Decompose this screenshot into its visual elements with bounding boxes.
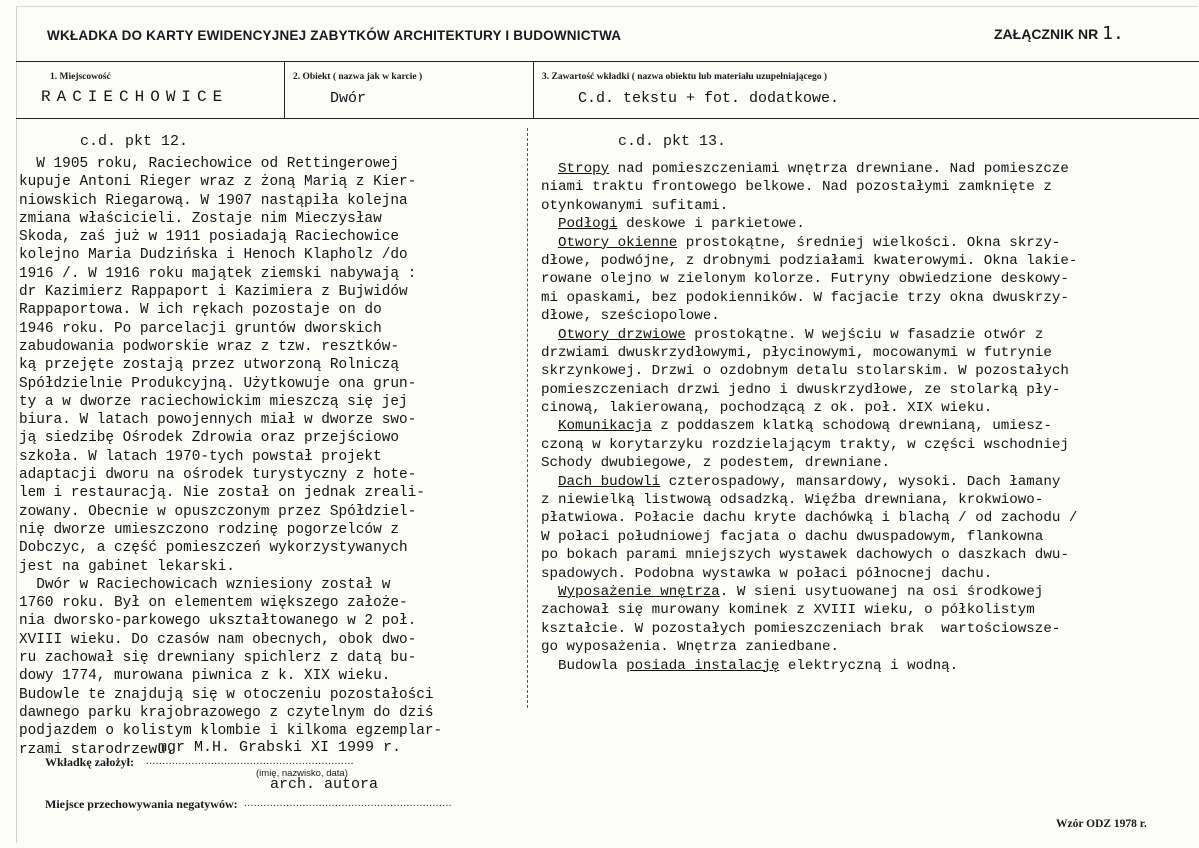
line-text: deskowe i parkietowe. xyxy=(617,216,805,233)
attachment-number xyxy=(994,23,1124,44)
right-text-line xyxy=(541,197,1077,215)
right-section-heading: c.d. pkt 13. xyxy=(618,133,727,150)
underlined-subheading: posiada instalację xyxy=(626,657,780,674)
line-text: Schody dwubiegowe, z podestem, drewniane. xyxy=(541,455,891,472)
line-text: dłowe, podwójne, z drobnymi podziałami kwaterowymi. Okna lakie- xyxy=(541,252,1078,269)
line-text: . W sieni usytuowanej na osi środkowej xyxy=(719,583,1044,600)
locality-value: RACIECHOWICE xyxy=(41,88,229,106)
right-text-line xyxy=(541,160,1077,178)
right-text-line xyxy=(541,583,1077,601)
line-text: prostokątne, średniej wielkości. Okna skrzy- xyxy=(677,234,1061,251)
left-text-line: Budowle te znajdują się w otoczeniu pozostałości xyxy=(19,686,434,703)
underlined-subheading: Stropy xyxy=(558,161,610,177)
right-text-line xyxy=(541,436,1077,454)
underlined-subheading: Komunikacja xyxy=(558,418,652,435)
right-text-line xyxy=(541,399,1077,417)
left-text-line: dowy 1774, murowana piwnica z k. XIX wieku. xyxy=(19,668,391,685)
left-text-line: zowany. Obecnie w opuszczonym przez Spółdziel- xyxy=(19,503,417,520)
right-text-line xyxy=(541,657,1077,675)
left-section-heading: c.d. pkt 12. xyxy=(80,133,189,150)
line-text: drzwiami dwuskrzydłowymi, płycinowymi, mocowanymi w futrynie xyxy=(541,344,1052,361)
line-indent xyxy=(541,235,558,251)
left-text-column xyxy=(19,155,442,759)
contents-value: C.d. tekstu + fot. dodatkowe. xyxy=(578,90,840,107)
founder-note: (imię, nazwisko, data) xyxy=(256,768,348,779)
right-text-line xyxy=(541,307,1077,325)
left-text-line: rzami starodrzewu. xyxy=(19,741,175,758)
left-text-line: lem i restauracją. Nie został on jednak zreali- xyxy=(19,485,425,502)
line-indent xyxy=(541,474,558,490)
left-text-line: biura. W latach powojennych miał w dworze swo- xyxy=(19,412,417,429)
line-indent xyxy=(541,327,558,343)
right-text-line xyxy=(541,215,1077,233)
left-text-line: nia dworsko-parkowego ukształtowanego w 2 poł. xyxy=(19,613,417,630)
line-text: go wyposażenia. Wnętrza zaniedbane. xyxy=(541,639,839,656)
left-text-line: W 1905 roku, Raciechowice od Rettingerowej xyxy=(19,156,399,172)
line-text: otynkowanymi sufitami. xyxy=(541,197,729,214)
line-text: elektryczną i wodną. xyxy=(779,657,959,674)
right-text-line xyxy=(541,362,1077,380)
field-divider-2 xyxy=(533,62,534,118)
left-text-line: szkoła. W latach 1970-tych powstał projekt xyxy=(19,448,382,465)
right-text-line xyxy=(541,289,1077,307)
right-text-line xyxy=(541,178,1077,196)
right-text-line xyxy=(541,381,1077,399)
line-text: po bokach parami mniejszych wystawek dachowych o daszkach dwu- xyxy=(541,547,1069,564)
contents-label: 3. Zawartość wkładki ( nazwa obiektu lub materiału uzupełniającego ) xyxy=(542,72,828,82)
right-text-line xyxy=(541,234,1077,252)
right-text-line xyxy=(541,546,1077,564)
left-text-line: 1760 roku. Był on elementem większego założe- xyxy=(19,595,408,612)
line-text: czterospadowy, mansardowy, wysoki. Dach łamany xyxy=(660,473,1061,490)
left-text-line: ru zachował się drewniany spichlerz z datą bu- xyxy=(19,650,417,667)
line-text: z niewielką listwową odsadzką. Więźba drewniana, krokwiowo- xyxy=(541,492,1044,509)
line-text: mi opaskami, bez podokienników. W facjacie trzy okna dwuskrzy- xyxy=(541,289,1069,306)
line-text: prostokątne. W wejściu w fasadzie otwór z xyxy=(685,326,1044,343)
left-text-line: jest na gabinet lekarski. xyxy=(19,558,235,575)
left-text-line: niowskich Riegarową. W 1907 nastąpiła kolejna xyxy=(19,192,408,209)
line-prefix: Budowla xyxy=(541,657,627,674)
right-text-line xyxy=(541,601,1077,619)
underlined-subheading: Dach budowli xyxy=(558,473,661,490)
line-indent xyxy=(541,216,558,232)
right-text-column xyxy=(541,160,1077,675)
right-text-line xyxy=(541,270,1077,288)
line-text: czoną w korytarzyku rozdzielającym trakty, w części wschodniej xyxy=(541,436,1069,453)
line-text: z poddaszem klatką schodową drewnianą, umiesz- xyxy=(651,418,1052,435)
left-text-line: 1916 /. W 1916 roku majątek ziemski nabywają : xyxy=(19,265,417,282)
underlined-subheading: Otwory okienne xyxy=(558,234,678,251)
form-reference: Wzór ODZ 1978 r. xyxy=(1056,818,1147,830)
left-text-line: dawnego parku krajobrazowego z czytelnym do dziś xyxy=(19,704,434,721)
left-text-line: ją siedzibę Ośrodek Zdrowia oraz przejściowo xyxy=(19,430,399,447)
line-text: płatwiowa. Połacie dachu kryte dachówką i blachą / od zachodu / xyxy=(541,510,1078,527)
line-indent xyxy=(541,584,558,600)
left-text-line: zabudowania podworskie wraz z tzw. resztków- xyxy=(19,338,399,355)
founder-label: Wkładkę założył: xyxy=(45,755,134,769)
left-text-line: Dwór w Raciechowicach wzniesiony został w xyxy=(19,576,391,593)
locality-label: 1. Miejscowość xyxy=(50,72,111,82)
line-text: dłowe, sześciopolowe. xyxy=(541,308,720,325)
storage-dots: ................................................................ xyxy=(244,797,452,809)
line-text: nad pomieszczeniami wnętrza drewniane. Nad pomieszcze xyxy=(609,161,1069,177)
left-text-line: Spółdzielnie Produkcyjną. Użytkowuje ona grun- xyxy=(19,375,417,392)
left-text-line: 1946 roku. Po parcelacji gruntów dworskich xyxy=(19,320,382,337)
right-text-line xyxy=(541,454,1077,472)
underlined-subheading: Otwory drzwiowe xyxy=(558,326,686,343)
left-text-line: ty a w dworze raciechowickim mieszczą się jej xyxy=(19,393,408,410)
left-text-line: nię dworze umieszczono rodzinę pogorzelców z xyxy=(19,521,399,538)
right-text-line xyxy=(541,638,1077,656)
line-text: skrzynkowej. Drzwi o ozdobnym detalu stolarskim. W pozostałych xyxy=(541,363,1069,380)
form-title: WKŁADKA DO KARTY EWIDENCYJNEJ ZABYTKÓW ARCHITEKTURY I BUDOWNICTWA xyxy=(47,28,622,43)
left-text-line: podjazdem o kolistym klombie i kilkoma egzemplar- xyxy=(19,723,443,740)
underlined-subheading: Podłogi xyxy=(558,216,618,233)
founder-dots: ................................................................ xyxy=(146,755,354,767)
left-text-line: Rappaportowa. W ich rękach pozostaje on do xyxy=(19,302,382,319)
line-text: cinową, lakierowaną, pochodzącą z ok. poł. XIX wieku. xyxy=(541,400,993,417)
line-text: spadowych. Podobna wystawka w połaci północnej dachu. xyxy=(541,565,993,582)
attachment-label: ZAŁĄCZNIK NR xyxy=(994,26,1099,42)
storage-label: Miejsce przechowywania negatywów: xyxy=(45,797,238,811)
underlined-subheading: Wyposażenie wnętrza xyxy=(558,583,720,600)
header-rule-top xyxy=(16,61,1199,62)
left-text-line: zmiana właścicieli. Zostaje nim Mieczysław xyxy=(19,210,382,227)
object-label: 2. Obiekt ( nazwa jak w karcie ) xyxy=(293,72,423,82)
right-text-line xyxy=(541,509,1077,527)
header-rule-bottom xyxy=(16,118,1199,119)
line-text: zachował się murowany kominek z XVIII wieku, o półkolistym xyxy=(541,602,1035,619)
right-text-line xyxy=(541,473,1077,491)
line-text: kształcie. W pozostałych pomieszczeniach brak wartościowsze- xyxy=(541,620,1061,637)
left-text-line: kupuje Antoni Rieger wraz z żoną Marią z Kier- xyxy=(19,174,417,191)
line-text: niami traktu frontowego belkowe. Nad pozostałymi zamknięte z xyxy=(541,179,1052,196)
right-text-line xyxy=(541,620,1077,638)
line-text: pomieszczeniach drzwi jedno i dwuskrzydłowe, ze stolarką pły- xyxy=(541,381,1061,398)
left-text-line: Dobczyc, a część pomieszczeń wykorzystywanych xyxy=(19,540,408,557)
line-text: W połaci południowej facjata o dachu dwuspadowym, flankowna xyxy=(541,528,1044,545)
right-text-line xyxy=(541,417,1077,435)
attachment-number-value: 1. xyxy=(1102,23,1124,44)
right-text-line xyxy=(541,565,1077,583)
left-text-line: Skoda, zaś już w 1911 posiadają Raciechowice xyxy=(19,229,399,246)
right-text-line xyxy=(541,344,1077,362)
left-text-line: adaptacji dworu na ośrodek turystyczny z hote- xyxy=(19,467,417,484)
object-value: Dwór xyxy=(330,90,367,107)
left-text-line: dr Kazimierz Rappaport i Kazimiera z Bujwidów xyxy=(19,284,408,301)
line-indent xyxy=(541,418,558,434)
left-text-line: kolejno Maria Dudzińska i Henoch Klapholz /do xyxy=(19,247,408,264)
left-text-line: ką przejęte zostają przez utworzoną Rolniczą xyxy=(19,357,399,374)
line-text: rowane olejno w zielonym kolorze. Futryny obwiedzione deskowy- xyxy=(541,271,1069,288)
storage-value: arch. autora xyxy=(270,776,379,793)
founder-value: mgr M.H. Grabski XI 1999 r. xyxy=(158,739,402,756)
right-text-line xyxy=(541,491,1077,509)
right-text-line xyxy=(541,252,1077,270)
column-separator xyxy=(527,128,528,708)
left-text-line: XVIII wieku. Do czasów nam obecnych, obok dwo- xyxy=(19,631,417,648)
line-indent xyxy=(541,161,558,177)
right-text-line xyxy=(541,528,1077,546)
right-text-line xyxy=(541,326,1077,344)
field-divider-1 xyxy=(284,62,285,118)
